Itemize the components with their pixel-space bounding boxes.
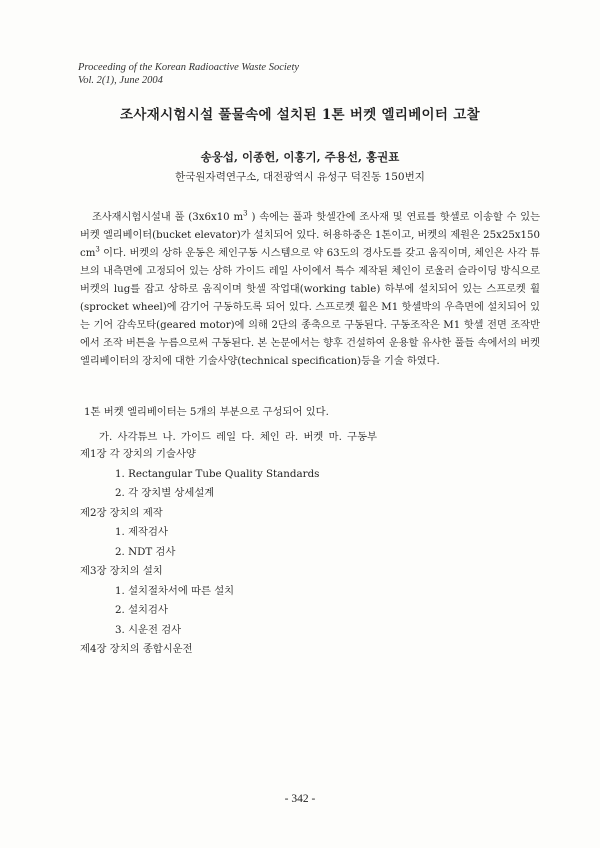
toc-item: 2. 각 장치별 상세설계 [115, 487, 215, 499]
abstract-paragraph [80, 209, 540, 371]
abstract [80, 209, 540, 371]
toc-item: 1. 제작검사 [115, 526, 168, 538]
superscript: 3 [243, 209, 248, 218]
toc-item: 1. 설치절차서에 따른 설치 [115, 584, 235, 597]
journal-volume: Vol. 2(1), June 2004 [78, 75, 163, 86]
toc-chapter: 제2장 장치의 제작 [80, 506, 163, 519]
toc-chapter: 제3장 장치의 설치 [80, 565, 163, 577]
toc-item: 2. NDT 검사 [115, 545, 176, 558]
toc-chapter: 제1장 각 장치의 기술사양 [80, 448, 196, 460]
intro-line: 1톤 버켓 엘리베이터는 5개의 부분으로 구성되어 있다. [84, 406, 329, 418]
toc-item: 3. 시운전 검사 [115, 623, 182, 636]
journal-name: Proceeding of the Korean Radioactive Waste Society [78, 62, 300, 73]
abstract-text-a: 조사재시험시설내 풀 (3x6x10 m [92, 212, 244, 223]
page-number: - 342 - [284, 793, 316, 805]
toc-item: 2. 설치검사 [115, 604, 168, 616]
toc-item: 1. Rectangular Tube Quality Standards [115, 467, 320, 480]
authors: 송웅섭, 이종헌, 이홍기, 주용선, 홍권표 [200, 150, 400, 164]
toc-chapter: 제4장 장치의 종합시운전 [80, 643, 193, 655]
journal-header [78, 61, 299, 87]
paper-title: 조사재시험시설 풀물속에 설치된 1톤 버켓 엘리베이터 고찰 [120, 107, 480, 123]
abstract-text-c: 이다. 버켓의 상하 운동은 체인구동 시스템으로 약 63도의 경사도를 갖고 움직이며, 체인은 사각 튜브의 내측면에 고정되어 있는 상하 가이드 레일 사이에서 특수 제작된 체인이 로울러 슬라이딩 방식으로 버켓의 lug를 잡고 상하로 움직이며 핫셀 작업대(working table) 하부에 설치되어 있는 스프로켓 휠(sprocket wheel)에 감기어 구동하도록 되어 있다. 스프로켓 휠은 M1 핫셀박의 우측면에 설치되어 있는 기어 감속모타(geared motor)에 의해 2단의 종축으로 구동된다. 구동조작은 M1 핫셀 전면 조작반에서 조작 버튼을 누름으로써 구동된다. 본 논문에서는 향후 건설하여 운용할 유사한 풀들 속에서의 버켓 엘리베이터의 장치에 대한 기술사양(technical specification)등을 기술 하였다. [80, 248, 540, 367]
affiliation: 한국원자력연구소, 대전광역시 유성구 덕진동 150번지 [175, 171, 425, 183]
table-of-contents [80, 445, 319, 660]
parts-list: 가. 사각튜브 나. 가이드 레일 다. 체인 라. 버켓 마. 구동부 [99, 431, 377, 443]
superscript: 3 [95, 245, 100, 254]
abstract-text-b: ) 속에는 풀과 핫셀간에 조사재 및 연료를 핫셀로 이송할 수 있는 버켓 엘리베이터(bucket elevator)가 설치되어 있다. 허용하중은 1톤이고, 버켓의 제원은 25x25x150 cm [80, 212, 540, 259]
